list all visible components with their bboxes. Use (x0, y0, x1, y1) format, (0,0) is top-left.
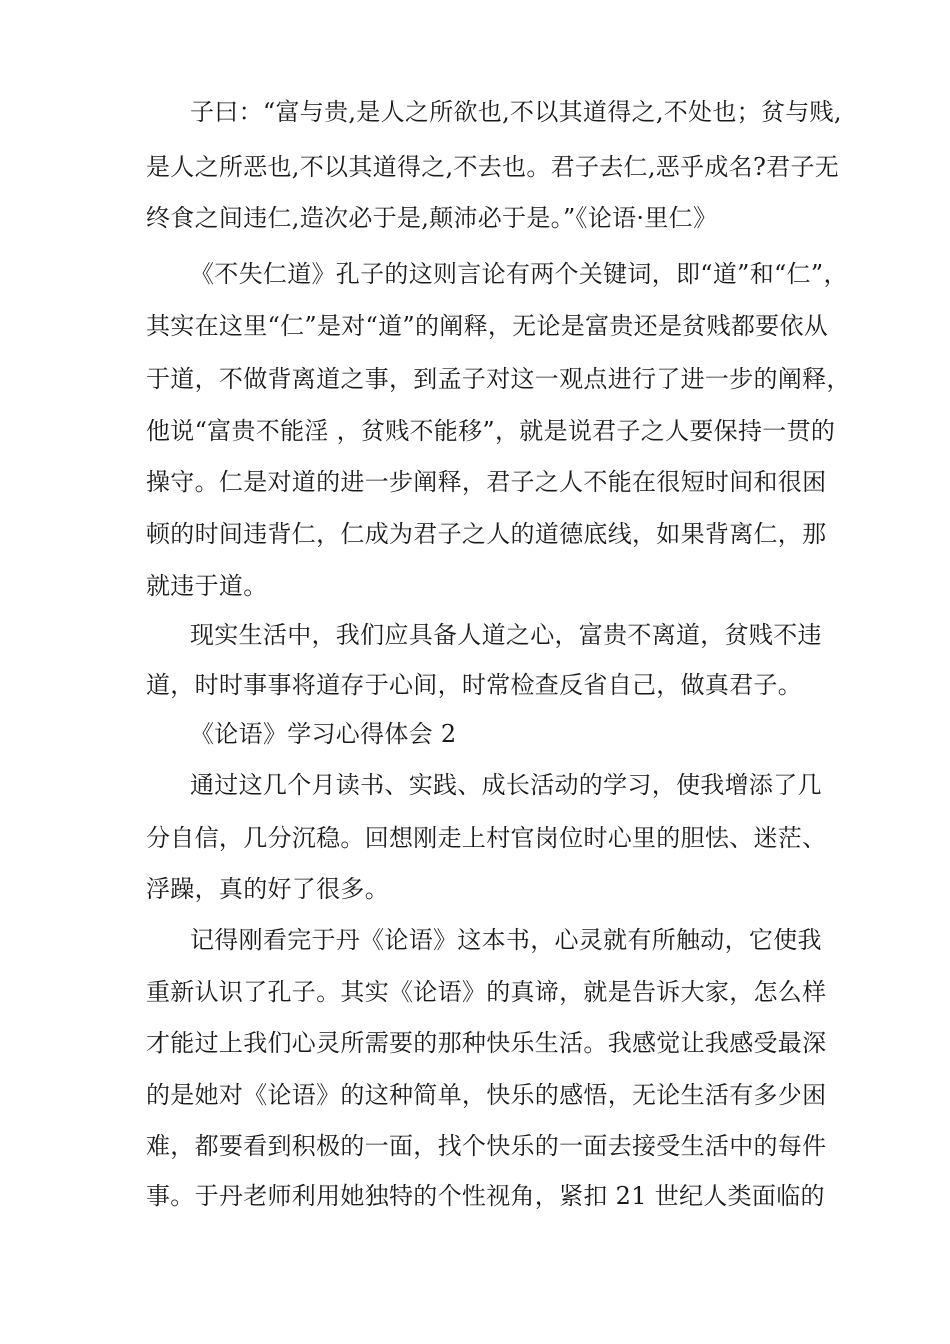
text-line: 重新认识了孔子。其实《论语》的真谛，就是告诉大家，怎么样 (146, 978, 827, 1006)
text-line: 终食之间违仁,造次必于是,颠沛必于是。”《论语·里仁》 (146, 204, 718, 232)
text-line: 是人之所恶也,不以其道得之,不去也。君子去仁,恶乎成名?君子无 (146, 153, 840, 181)
text-line: 操守。仁是对道的进一步阐释，君子之人不能在很短时间和很困 (146, 468, 827, 496)
text-line: 顿的时间违背仁，仁成为君子之人的道德底线，如果背离仁，那 (146, 520, 827, 548)
text-line: 记得刚看完于丹《论语》这本书，心灵就有所触动，它使我 (190, 926, 822, 954)
text-line: 道，时时事事将道存于心间，时常检查反省自己，做真君子。 (146, 671, 803, 699)
text-line: 其实在这里“仁”是对“道”的阐释，无论是富贵还是贫贱都要依从 (146, 312, 829, 340)
text-line: 通过这几个月读书、实践、成长活动的学习，使我增添了几 (190, 771, 822, 799)
text-line: 的是她对《论语》的这种简单，快乐的感悟，无论生活有多少困 (146, 1081, 827, 1109)
text-line: 现实生活中，我们应具备人道之心，富贵不离道，贫贱不违 (190, 621, 822, 649)
section-heading: 《论语》学习心得体会 2 (190, 720, 457, 748)
text-line: 他说“富贵不能淫 ，贫贱不能移”，就是说君子之人要保持一贯的 (146, 417, 836, 445)
text-line: 分自信，几分沉稳。回想刚走上村官岗位时心里的胆怯、迷茫、 (146, 824, 827, 852)
text-line: 子曰：“富与贵,是人之所欲也,不以其道得之,不处也；贫与贱, (190, 98, 842, 126)
text-line: 《不失仁道》孔子的这则言论有两个关键词，即“道”和“仁”， (190, 260, 848, 288)
text-line: 难，都要看到积极的一面，找个快乐的一面去接受生活中的每件 (146, 1132, 827, 1160)
text-line: 浮躁，真的好了很多。 (146, 875, 389, 903)
text-line: 于道，不做背离道之事，到孟子对这一观点进行了进一步的阐释， (146, 365, 851, 393)
text-line: 就违于道。 (146, 572, 268, 600)
text-line: 事。于丹老师利用她独特的个性视角，紧扣 21 世纪人类面临的 (146, 1182, 825, 1210)
text-line: 才能过上我们心灵所需要的那种快乐生活。我感觉让我感受最深 (146, 1029, 827, 1057)
